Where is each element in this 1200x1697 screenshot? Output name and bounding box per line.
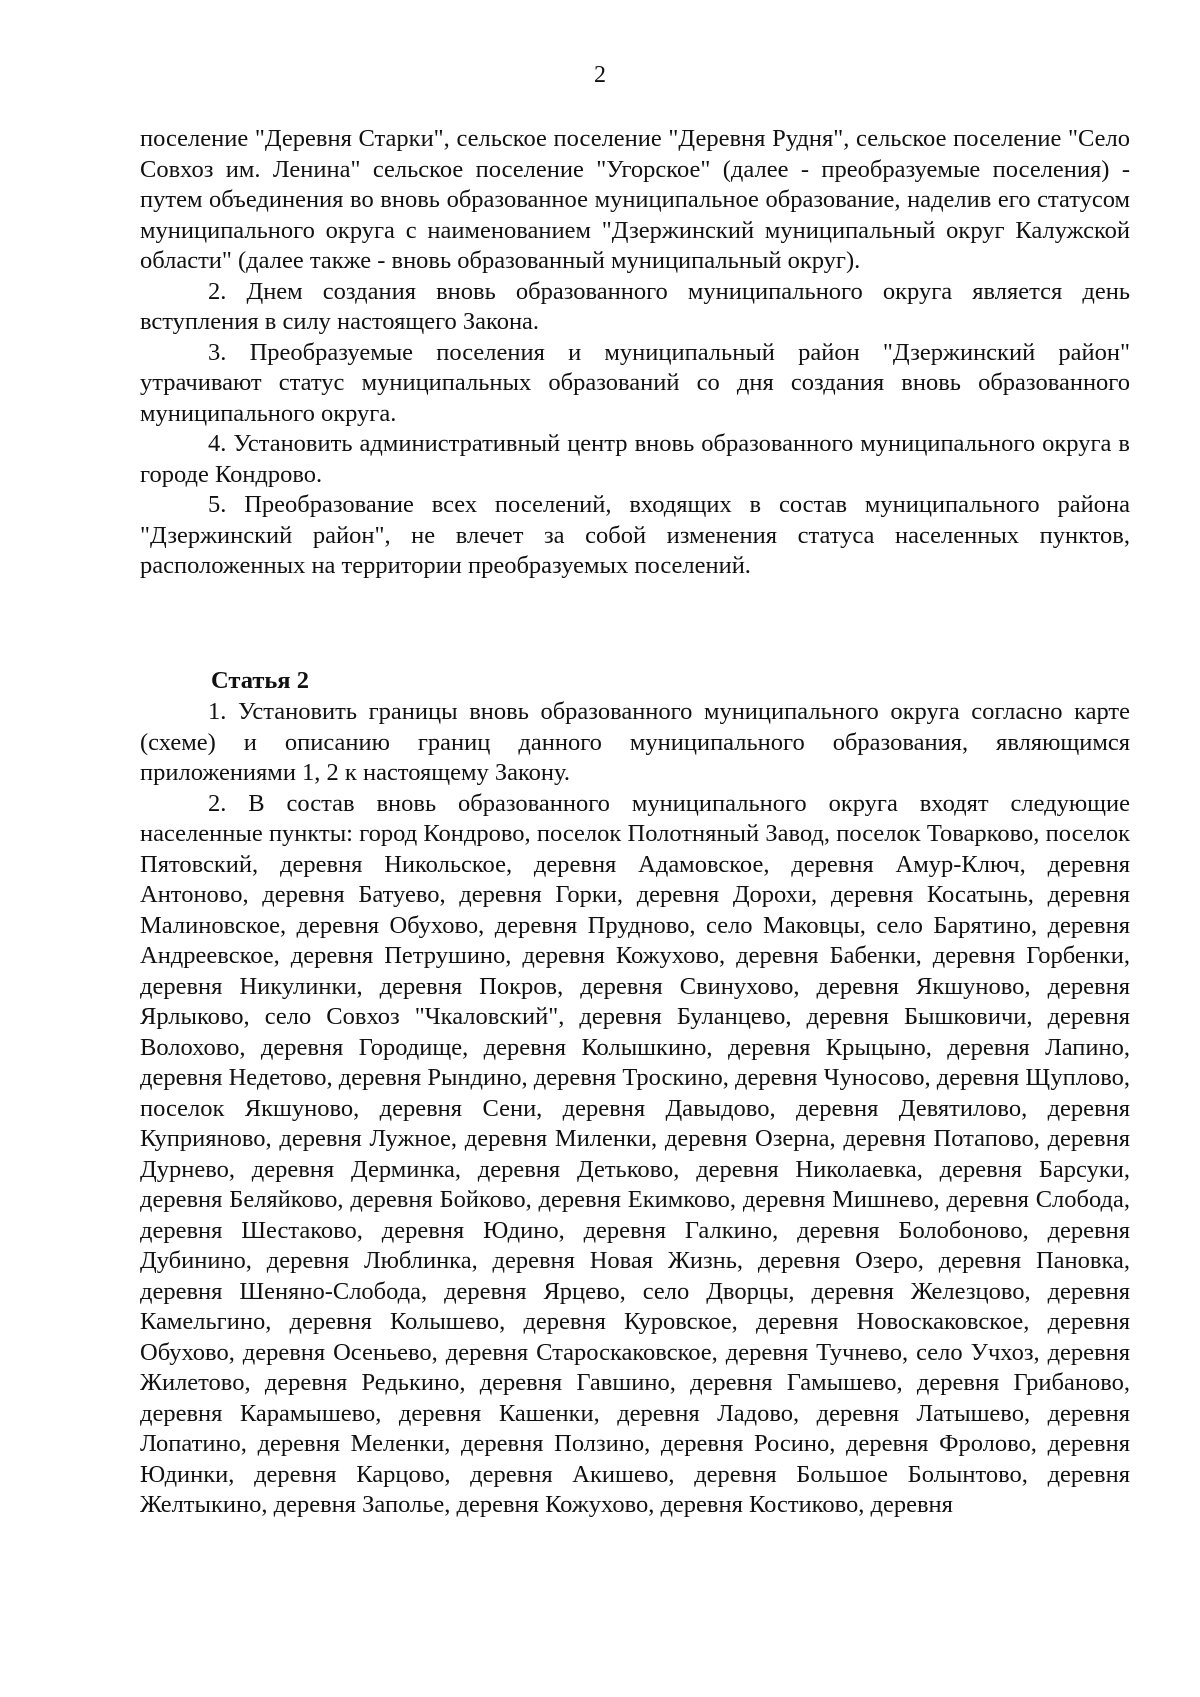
page-number: 2 <box>594 62 606 88</box>
paragraph-article2-item-1: 1. Установить границы вновь образованного муниципального округа согласно карте (схеме) и описанию границ данного муниципального образования, являющимся приложениями 1, 2 к настоящему Закону. <box>140 698 1130 786</box>
paragraph-article1-item-5: 5. Преобразование всех поселений, входящих в состав муниципального района "Дзержинский район", не влечет за собой изменения статуса населенных пунктов, расположенных на территории преобразуемых поселений. <box>140 491 1130 579</box>
article-2-body <box>140 697 1130 1521</box>
paragraph-article1-item-4: 4. Установить административный центр вновь образованного муниципального округа в городе Кондрово. <box>140 430 1130 488</box>
article-2-heading: Статья 2 <box>211 667 309 694</box>
paragraph-article1-item-3: 3. Преобразуемые поселения и муниципальный район "Дзержинский район" утрачивают статус муниципальных образований со дня создания вновь образованного муниципального округа. <box>140 338 1130 427</box>
article-1-continuation <box>140 124 1130 582</box>
paragraph-article1-item-2: 2. Днем создания вновь образованного муниципального округа является день вступления в силу настоящего Закона. <box>140 277 1130 335</box>
paragraph-article2-item-2: 2. В состав вновь образованного муниципального округа входят следующие населенные пункты: город Кондрово, поселок Полотняный Завод, поселок Товарково, поселок Пятовский, деревня Никольское, деревня Адамовское, деревня Амур-Ключ, деревня Антоново, деревня Батуево, деревня Горки, деревня Дорохи, деревня Косатынь, деревня Малиновское, деревня Обухово, деревня Прудново, село Маковцы, село Барятино, деревня Андреевское, деревня Петрушино, деревня Кожухово, деревня Бабенки, деревня Горбенки, деревня Никулинки, деревня Покров, деревня Свинухово, деревня Якшуново, деревня Ярлыково, село Совхоз "Чкаловский", деревня Буланцево, деревня Бышковичи, деревня Волохово, деревня Городище, деревня Колышкино, деревня Крыцыно, деревня Лапино, деревня Недетово, деревня Рындино, деревня Троскино, деревня Чуносово, деревня Щуплово, поселок Якшуново, деревня Сени, деревня Давыдово, деревня Девятилово, деревня Куприяново, деревня Лужное, деревня Миленки, деревня Озерна, деревня Потапово, деревня Дурнево, деревня Дерминка, деревня Детьково, деревня Николаевка, деревня Барсуки, деревня Беляйково, деревня Бойково, деревня Екимково, деревня Мишнево, деревня Слобода, деревня Шестаково, деревня Юдино, деревня Галкино, деревня Болобоново, деревня Дубинино, деревня Люблинка, деревня Новая Жизнь, деревня Озеро, деревня Пановка, деревня Шеняно-Слобода, деревня Ярцево, село Дворцы, деревня Железцово, деревня Камельгино, деревня Колышево, деревня Куровское, деревня Новоскаковское, деревня Обухово, деревня Осеньево, деревня Староскаковское, деревня Тучнево, село Учхоз, деревня Жилетово, деревня Редькино, деревня Гавшино, деревня Гамышево, деревня Грибаново, деревня Карамышево, деревня Кашенки, деревня Ладово, деревня Латышево, деревня Лопатино, деревня Меленки, деревня Ползино, деревня Росино, деревня Фролово, деревня Юдинки, деревня Карцово, деревня Акишево, деревня Большое Болынтово, деревня Желтыкино, деревня Заполье, деревня Кожухово, деревня Костиково, деревня <box>140 789 1130 1518</box>
paragraph-article1-intro-continued: поселение "Деревня Старки", сельское поселение "Деревня Рудня", сельское поселение "Село Совхоз им. Ленина" сельское поселение "Угорское" (далее - преобразуемые поселения) - путем объединения во вновь образованное муниципальное образование, наделив его статусом муниципального округа с наименованием "Дзержинский муниципальный округ Калужской области" (далее также - вновь образованный муниципальный округ). <box>140 125 1130 274</box>
